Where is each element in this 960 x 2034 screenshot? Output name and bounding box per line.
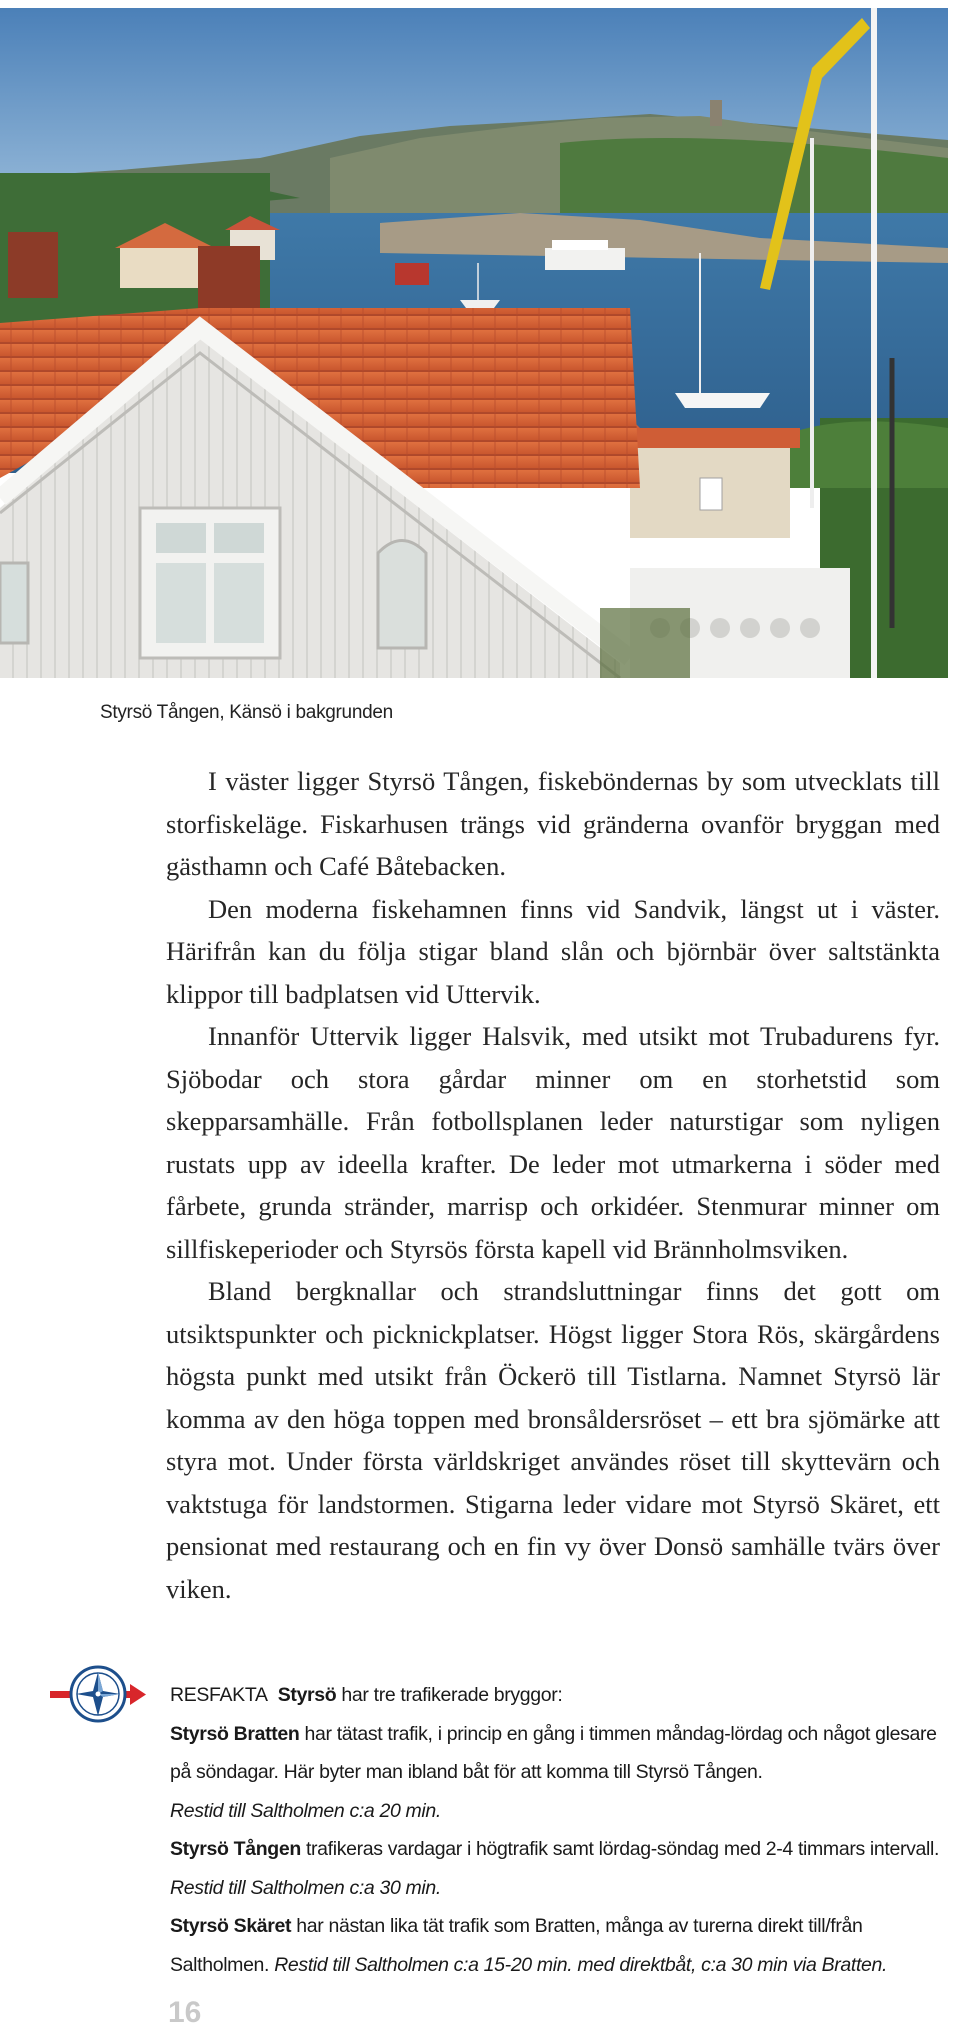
paragraph: I väster ligger Styrsö Tången, fiskeböndernas by som utvecklats till storfiskeläge. Fiskarhusen trängs vid gränderna ovanför bryggan med gästhamn och Café Båtebacken. <box>166 766 940 881</box>
pier-text: har nästan lika tät trafik som Bratten, många av turerna direkt till/från Saltholmen. <box>170 1915 863 1976</box>
pier-travel-time: Restid till Saltholmen c:a 30 min. <box>170 1876 441 1899</box>
compass-rose-icon <box>50 1664 146 1724</box>
paragraph: Bland bergknallar och strandsluttningar finns det gott om utsiktspunkter och picknickplatser. Högst ligger Stora Rös, skärgårdens högsta punkt med utsikt från Öckerö till Tistlarna. Namnet Styrsö lär komma av den höga toppen med bronsåldersröset – ett bra sjömärke att styra mot. Under första världskriget användes röset till skyttevärn och vaktstuga för landstormen. Stigarna leder vidare mot Styrsö Skäret, ett pensionat med restaurang och en fin vy över Donsö samhälle tvärs över viken. <box>166 1276 940 1604</box>
resfakta-item <box>170 1715 940 1831</box>
resfakta-label: RESFAKTA <box>170 1684 268 1706</box>
pier-name: Styrsö Bratten <box>170 1722 300 1745</box>
article-body <box>166 760 940 1610</box>
paragraph: Innanför Uttervik ligger Halsvik, med utsikt mot Trubadurens fyr. Sjöbodar och stora gårdar minner om en storhetstid som skepparsamhälle. Från fotbollsplanen leder naturstigar som nyligen rustats upp av ideella krafter. De leder mot utmarkerna i söder med fårbete, grunda stränder, marrisp och orkidéer. Stenmurar minner om sillfiskeperioder och Styrsös första kapell vid Brännholmsviken. <box>166 1021 940 1264</box>
harbor-photo <box>0 8 948 678</box>
resfakta-island: Styrsö <box>277 1684 337 1706</box>
pier-name: Styrsö Skäret <box>170 1915 292 1937</box>
pier-name: Styrsö Tången <box>170 1838 301 1860</box>
pier-travel-time: Restid till Saltholmen c:a 20 min. <box>170 1799 441 1822</box>
pier-text: har tätast trafik, i princip en gång i timmen måndag-lördag och något glesare på söndagar. Här byter man ibland båt för att komma till Styrsö Tången. <box>170 1722 937 1783</box>
pier-travel-time: Restid till Saltholmen c:a 15-20 min. med direktbåt, c:a 30 min via Bratten. <box>274 1953 888 1976</box>
resfakta-intro <box>170 1676 940 1715</box>
pier-text: trafikeras vardagar i högtrafik samt lördag-söndag med 2-4 timmars intervall. <box>300 1838 940 1860</box>
page-number: 16 <box>168 1996 202 2029</box>
resfakta-box <box>170 1676 940 1984</box>
resfakta-intro-text: har tre trafikerade bryggor: <box>336 1684 563 1706</box>
resfakta-item <box>170 1830 940 1907</box>
photo-caption: Styrsö Tången, Känsö i bakgrunden <box>100 702 393 723</box>
paragraph: Den moderna fiskehamnen finns vid Sandvik, längst ut i väster. Härifrån kan du följa stigar bland slån och björnbär över saltstänkta klippor till badplatsen vid Uttervik. <box>166 893 940 1009</box>
resfakta-item <box>170 1907 940 1984</box>
